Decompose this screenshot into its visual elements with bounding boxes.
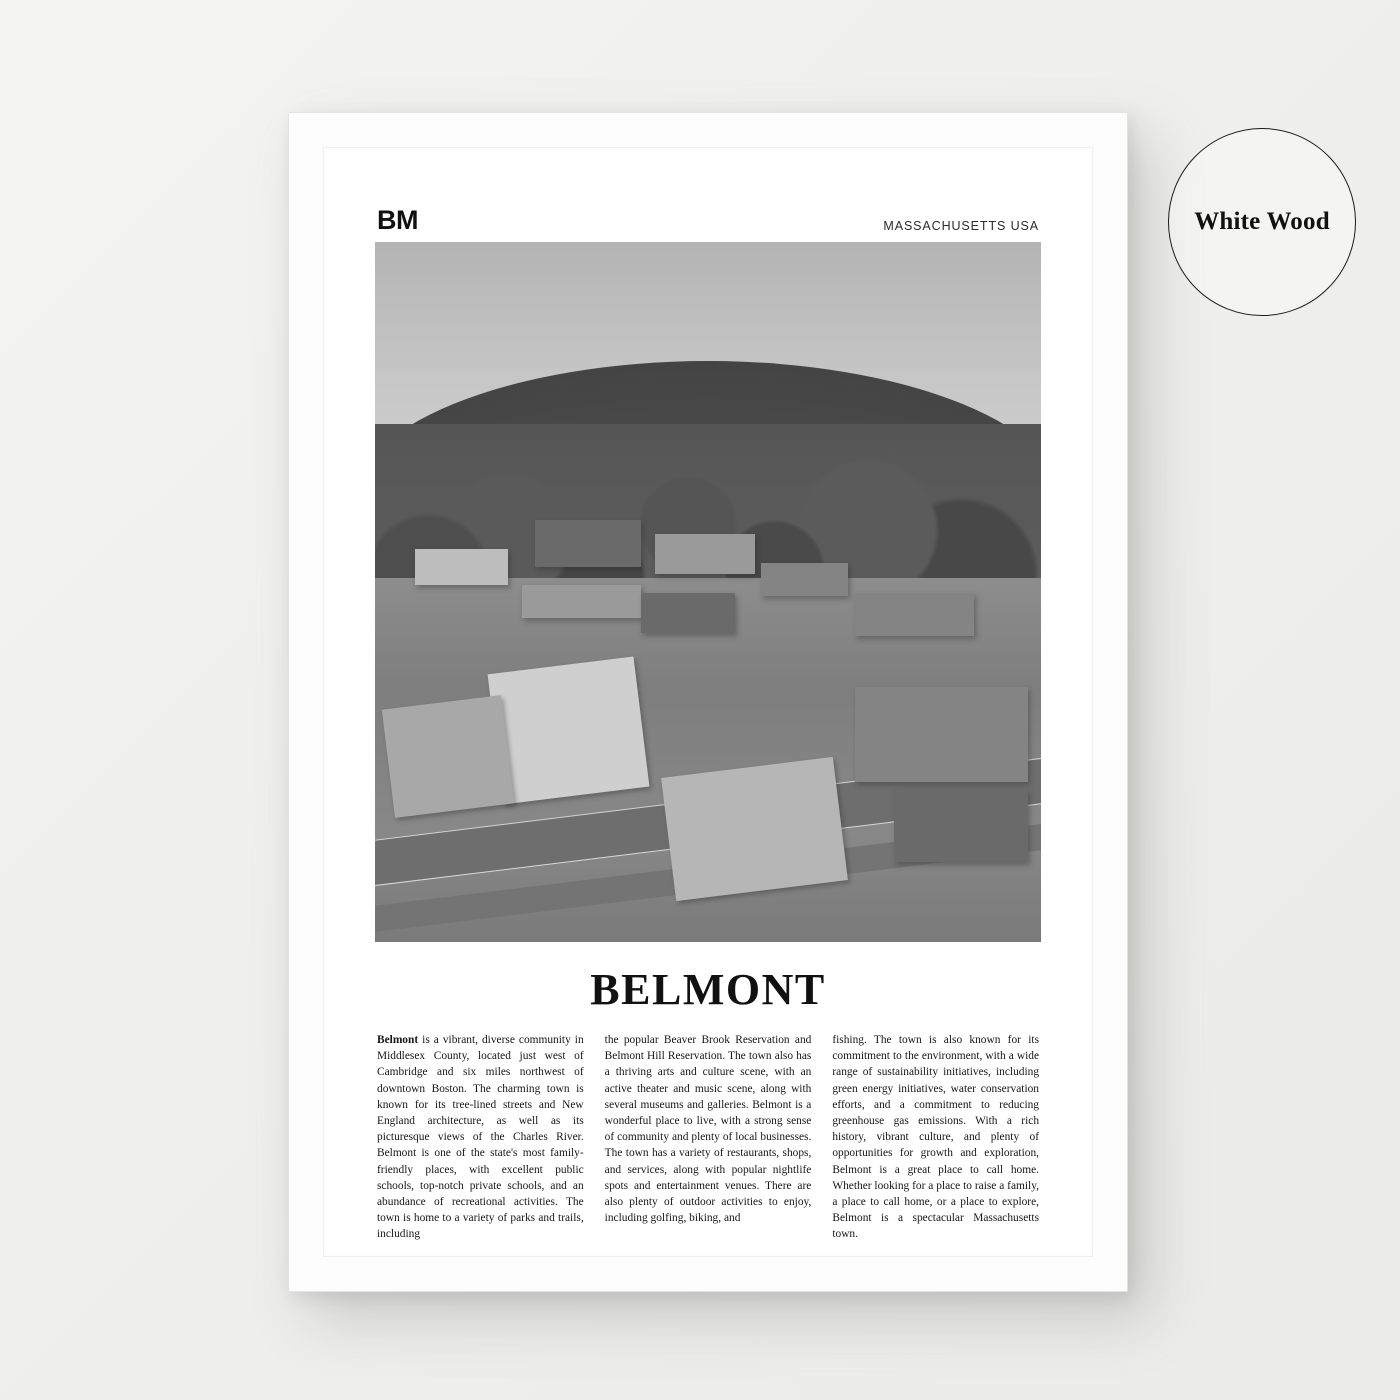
poster-brand-mark: BM xyxy=(377,205,418,235)
material-badge xyxy=(1168,128,1356,316)
poster-body-columns xyxy=(375,1032,1041,1242)
photo-flat-roof xyxy=(382,695,514,818)
photo-building xyxy=(761,563,848,596)
poster-region-label: MASSACHUSETTS USA xyxy=(883,218,1039,233)
poster-title: BELMONT xyxy=(590,965,826,1014)
photo-building xyxy=(641,593,734,633)
photo-building xyxy=(894,789,1027,862)
photo-commercial-block xyxy=(855,687,1028,782)
material-badge-label: White Wood xyxy=(1194,208,1330,235)
poster-photo xyxy=(375,242,1041,942)
body-text: fishing. The town is also known for its commitment to the environment, with a wide range of sustainability initiatives, including green energy initiatives, water conservation efforts, and a commitment to reducing greenhouse gas emissions. With a rich history, vibrant culture, and plenty of opportunities for growth and exploration, Belmont is a great place to call home. Whether looking for a place to raise a family, a place to call home, or a place to explore, Belmont is a spectacular Massachusetts town. xyxy=(832,1034,1040,1241)
frame-mat xyxy=(325,149,1091,1255)
poster-header xyxy=(375,207,1041,242)
picture-frame xyxy=(288,112,1128,1292)
photo-building xyxy=(522,585,642,618)
body-column-3 xyxy=(832,1032,1039,1242)
body-lead-word: Belmont xyxy=(377,1034,419,1046)
body-text: is a vibrant, diverse community in Middlesex County, located just west of Cambridge and six miles northwest of downtown Boston. The charming town is known for its tree-lined streets and New England architecture, as well as its picturesque views of the Charles River. Belmont is one of the state's most family-friendly places, with excellent public schools, top-notch private schools, and an abundance of recreational activities. The town is home to a variety of parks and trails, including xyxy=(377,1034,584,1241)
body-column-1 xyxy=(377,1032,584,1242)
body-text: the popular Beaver Brook Reservation and Belmont Hill Reservation. The town also has a thriving arts and culture scene, with an active theater and music scene, along with several museums and galleries. Belmont is a wonderful place to live, with a strong sense of community and plenty of local businesses. The town has a variety of restaurants, shops, and services, along with popular nightlife spots and entertainment venues. There are also plenty of outdoor activities to enjoy, including golfing, biking, and xyxy=(604,1034,812,1225)
photo-townscape xyxy=(375,578,1041,942)
body-column-2 xyxy=(605,1032,812,1242)
photo-building xyxy=(655,534,755,574)
photo-building xyxy=(415,549,508,585)
photo-building xyxy=(855,593,975,637)
poster xyxy=(375,205,1041,1241)
photo-building xyxy=(535,520,642,567)
photo-roof xyxy=(661,757,848,901)
